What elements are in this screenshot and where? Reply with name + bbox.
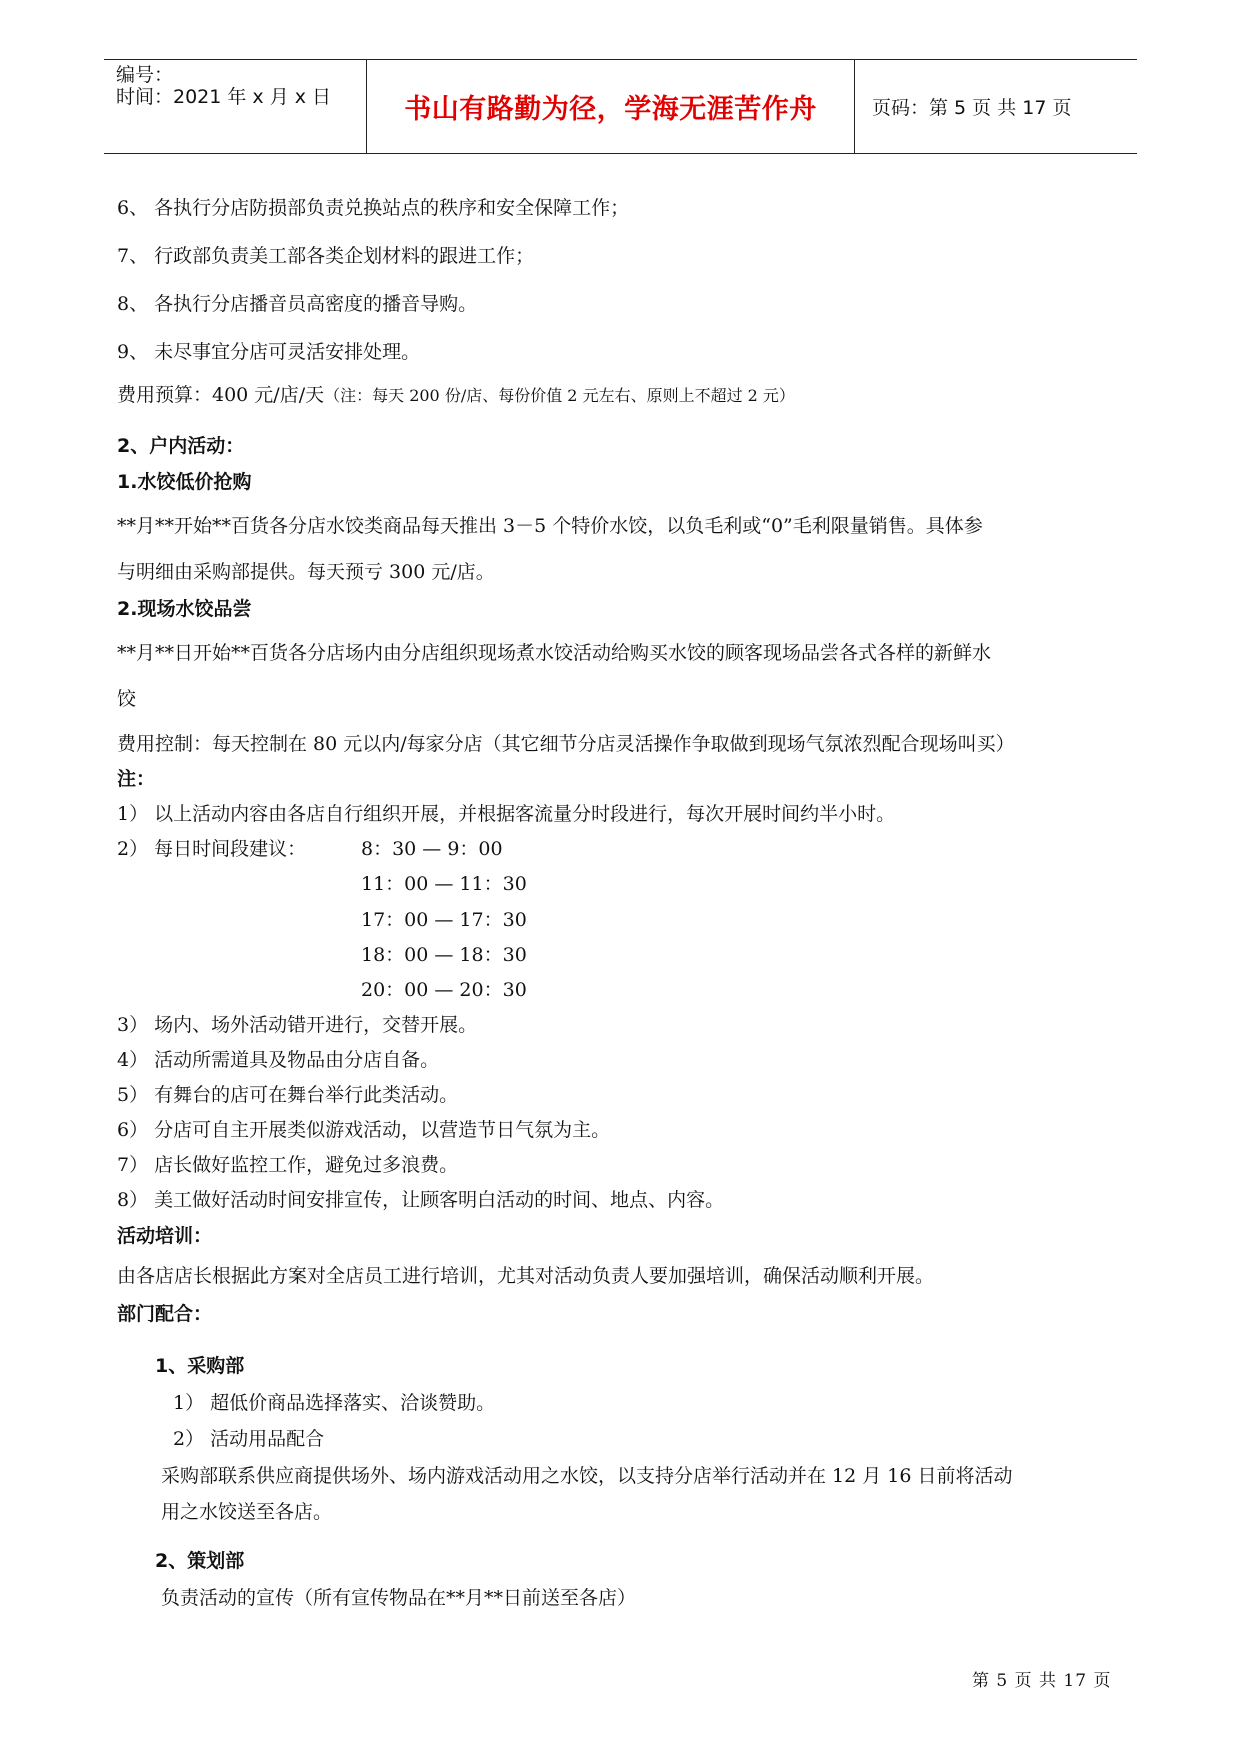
budget-note: （注：每天 200 份/店、每份价值 2 元左右、原则上不超过 2 元） [324, 386, 795, 405]
list-item: 1） 超低价商品选择落实、洽谈赞助。 [173, 1392, 496, 1414]
page-footer: 第 5 页 共 17 页 [972, 1671, 1112, 1691]
paragraph-line: 用之水饺送至各店。 [161, 1501, 333, 1523]
list-item: 7、 行政部负责美工部各类企划材料的跟进工作； [117, 245, 535, 267]
note-item: 6） 分店可自主开展类似游戏活动，以营造节日气氛为主。 [117, 1119, 611, 1141]
paragraph-line: 与明细由采购部提供。每天预亏 300 元/店。 [117, 561, 495, 583]
note-item: 8） 美工做好活动时间安排宣传，让顾客明白活动的时间、地点、内容。 [117, 1189, 725, 1211]
training-text: 由各店店长根据此方案对全店员工进行培训，尤其对活动负责人要加强培训，确保活动顺利开展。 [117, 1265, 935, 1287]
list-item: 9、 未尽事宜分店可灵活安排处理。 [117, 341, 421, 363]
note-item: 2） 每日时间段建议： [117, 838, 307, 860]
page-header [104, 59, 1137, 154]
note-item: 3） 场内、场外活动错开进行，交替开展。 [117, 1014, 478, 1036]
header-slogan: 书山有路勤为径，学海无涯苦作舟 [366, 60, 855, 153]
note-item: 4） 活动所需道具及物品由分店自备。 [117, 1049, 440, 1071]
time-slot: 11：00 — 11：30 [361, 873, 527, 895]
section-heading: 2.现场水饺品尝 [117, 598, 252, 620]
serial-label: 编号： [116, 64, 174, 86]
header-page-number: 页码：第 5 页 共 17 页 [872, 97, 1072, 119]
paragraph-line: **月**开始**百货各分店水饺类商品每天推出 3－5 个特价水饺，以负毛利或“0”毛利限量销售。具体参 [117, 515, 983, 537]
list-item: 8、 各执行分店播音员高密度的播音导购。 [117, 293, 478, 315]
note-item: 1） 以上活动内容由各店自行组织开展，并根据客流量分时段进行，每次开展时间约半小时。 [117, 803, 896, 825]
time-slot: 18：00 — 18：30 [361, 944, 527, 966]
departments-heading: 部门配合： [117, 1303, 213, 1325]
note-item: 5） 有舞台的店可在舞台举行此类活动。 [117, 1084, 459, 1106]
paragraph-line: **月**日开始**百货各分店场内由分店组织现场煮水饺活动给购买水饺的顾客现场品尝各式各样的新鲜水 [117, 642, 992, 664]
cost-control-line: 费用控制：每天控制在 80 元以内/每家分店（其它细节分店灵活操作争取做到现场气氛浓烈配合现场叫买） [117, 733, 1015, 755]
time-slot: 20：00 — 20：30 [361, 979, 527, 1001]
time-label: 时间：2021 年 x 月 x 日 [116, 86, 332, 108]
header-left [116, 60, 362, 153]
department-heading: 1、采购部 [155, 1355, 245, 1377]
indoor-activity-heading: 2、户内活动： [117, 435, 245, 457]
time-slot: 17：00 — 17：30 [361, 909, 527, 931]
time-slot: 8：30 — 9：00 [361, 838, 503, 860]
paragraph-line: 采购部联系供应商提供场外、场内游戏活动用之水饺，以支持分店举行活动并在 12 月 16 日前将活动 [161, 1465, 1013, 1487]
list-item: 2） 活动用品配合 [173, 1428, 325, 1450]
notes-heading: 注： [117, 768, 156, 790]
list-item: 6、 各执行分店防损部负责兑换站点的秩序和安全保障工作； [117, 197, 630, 219]
section-heading: 1.水饺低价抢购 [117, 471, 252, 493]
department-heading: 2、策划部 [155, 1550, 245, 1572]
note-item: 7） 店长做好监控工作，避免过多浪费。 [117, 1154, 459, 1176]
training-heading: 活动培训： [117, 1225, 213, 1247]
budget-line [117, 380, 795, 407]
paragraph-line: 负责活动的宣传（所有宣传物品在**月**日前送至各店） [161, 1587, 637, 1609]
budget-main: 费用预算：400 元/店/天 [117, 384, 325, 406]
paragraph-line: 饺 [117, 688, 137, 710]
